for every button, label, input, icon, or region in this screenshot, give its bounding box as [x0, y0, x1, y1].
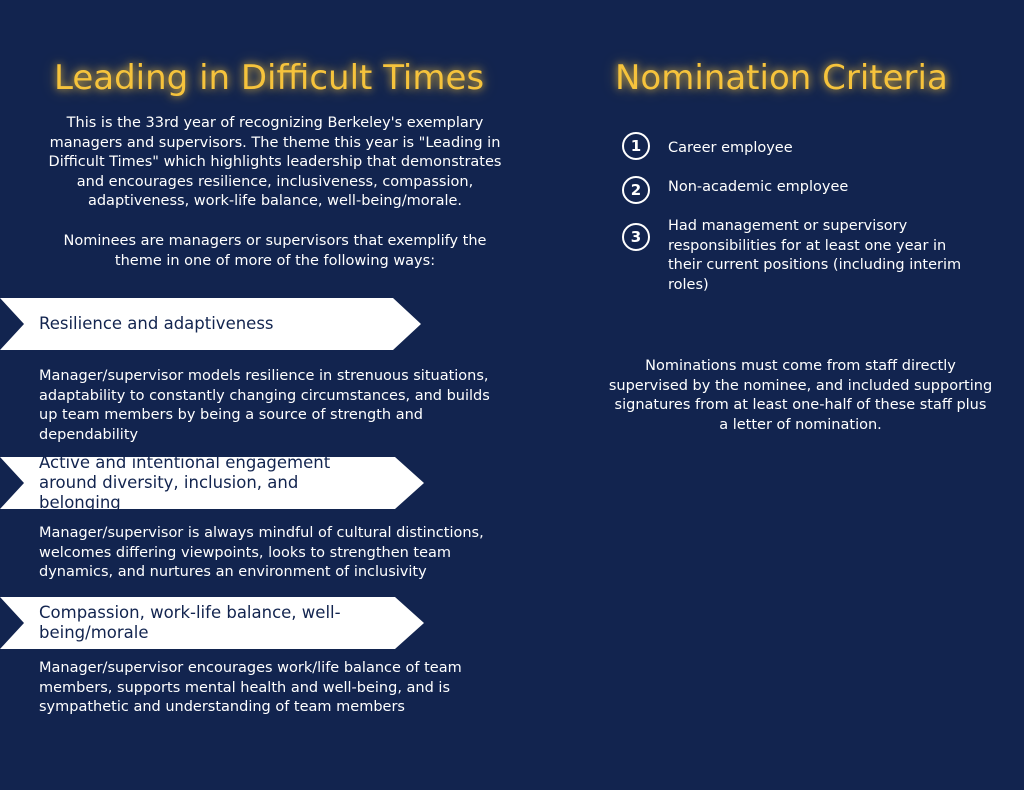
- right-title: Nomination Criteria: [615, 58, 948, 98]
- way-label: Active and intentional engagement around diversity, inclusion, and belonging: [39, 453, 331, 512]
- nominees-paragraph: Nominees are managers or supervisors that exemplify the theme in one of more of the following ways:: [63, 233, 487, 269]
- way-description: Manager/supervisor encourages work/life balance of team members, supports mental health and well-being, and is sympathetic and understanding of team members: [39, 660, 462, 715]
- criteria-item: [622, 218, 978, 295]
- criteria-item: [622, 132, 978, 160]
- criteria-text: Non-academic employee: [668, 179, 849, 195]
- number-circle-icon: 3: [622, 223, 650, 251]
- criteria-text: Career employee: [668, 140, 793, 156]
- number-circle-icon: 2: [622, 176, 650, 204]
- criteria-item: [622, 176, 978, 204]
- criteria-text: Had management or supervisory responsibilities for at least one year in their current positions (including interim roles): [668, 218, 962, 293]
- intro-paragraph: This is the 33rd year of recognizing Berkeley's exemplary managers and supervisors. The theme this year is "Leading in Difficult Times" which highlights leadership that demonstrates and encourages resilience, inclusiveness, compassion, adaptiveness, work-life balance, well-being/morale.: [48, 115, 502, 209]
- way-label: Resilience and adaptiveness: [39, 314, 274, 333]
- way-description: Manager/supervisor is always mindful of cultural distinctions, welcomes differing viewpoints, looks to strengthen team dynamics, and nurtures an environment of inclusivity: [39, 525, 484, 580]
- way-description: Manager/supervisor models resilience in strenuous situations, adaptability to constantly changing circumstances, and builds up team members by being a source of strength and dependability: [39, 368, 490, 443]
- nomination-requirements-paragraph: Nominations must come from staff directly supervised by the nominee, and included supporting signatures from at least one-half of these staff plus a letter of nomination.: [608, 358, 993, 433]
- left-title: Leading in Difficult Times: [54, 58, 485, 98]
- number-circle-icon: 1: [622, 132, 650, 160]
- way-label: Compassion, work-life balance, well-being/morale: [39, 603, 341, 642]
